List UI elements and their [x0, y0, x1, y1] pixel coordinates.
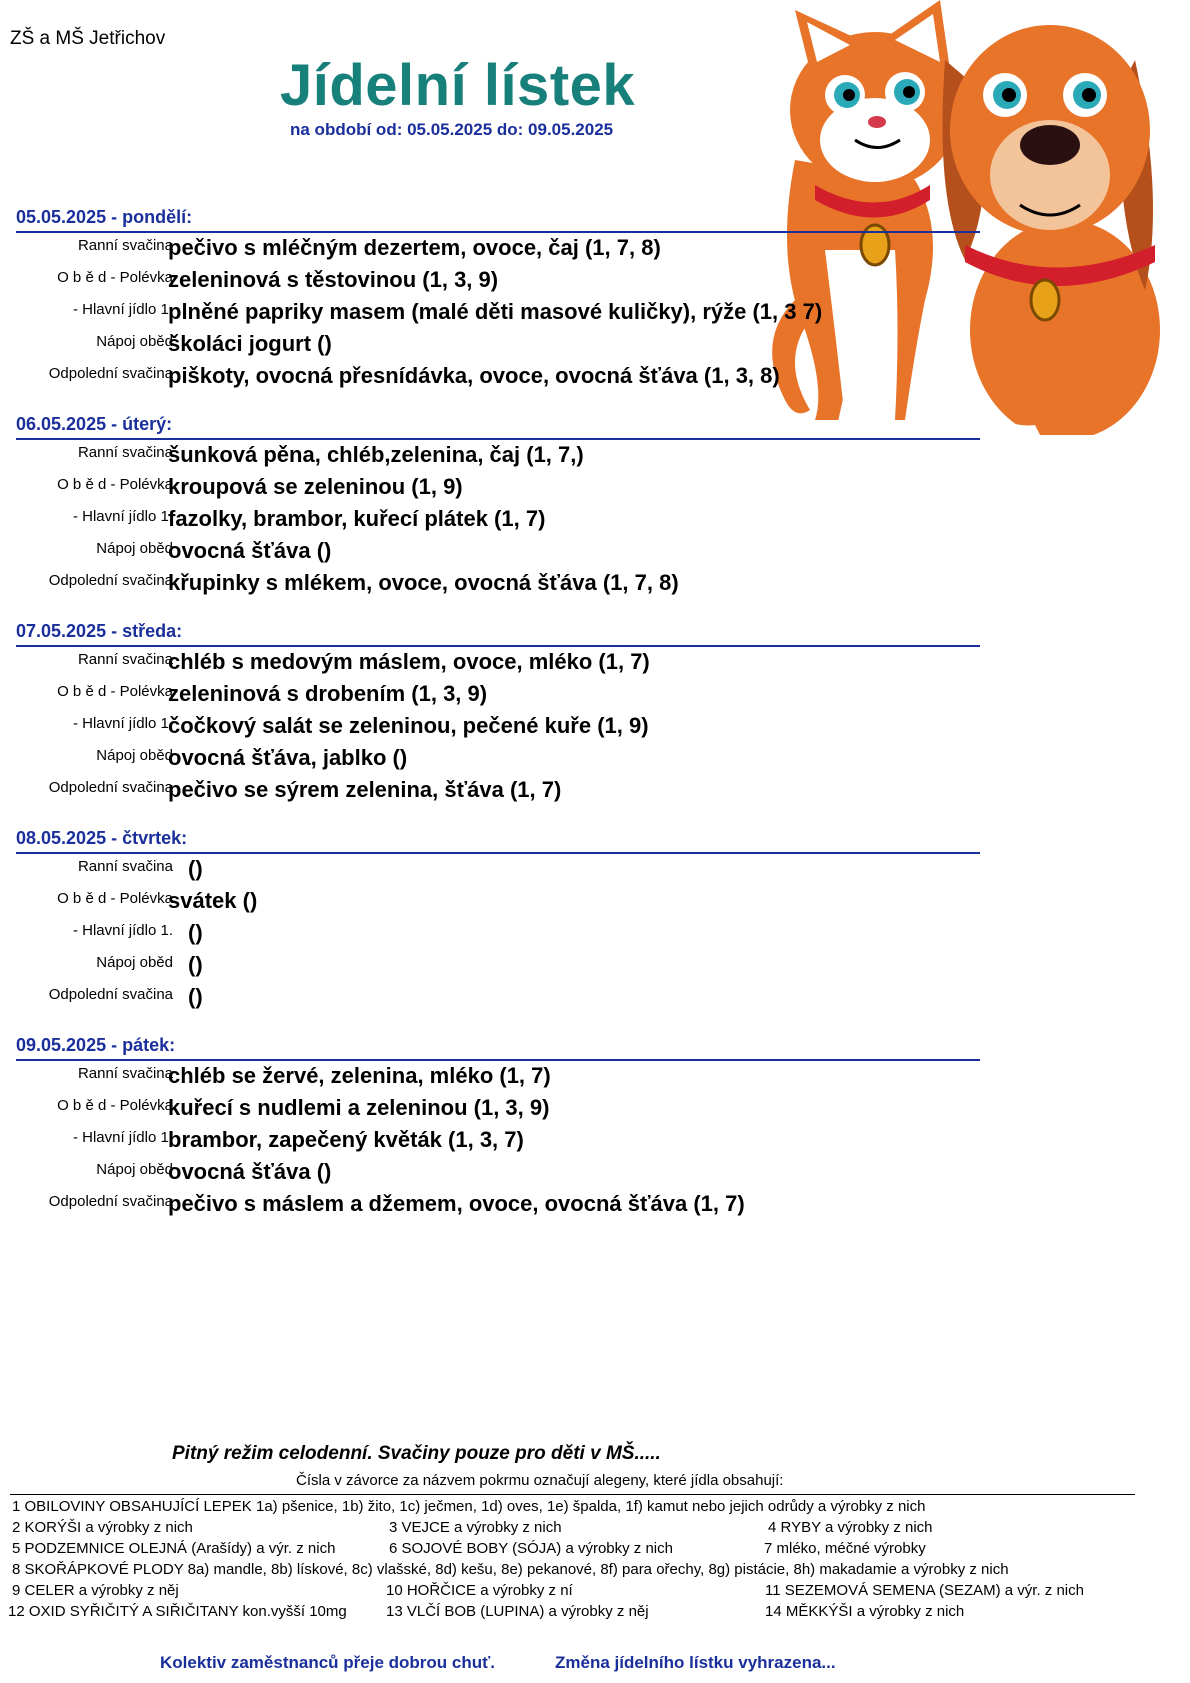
meal-label: Ranní svačina	[77, 1065, 173, 1082]
meal-dish: piškoty, ovocná přesnídávka, ovoce, ovocná šťáva (1, 3, 8)	[168, 363, 780, 388]
allergen-item: 13 VLČÍ BOB (LUPINA) a výrobky z něj	[386, 1603, 649, 1620]
meal-dish: ()	[188, 920, 203, 945]
allergen-item: 2 KORÝŠI a výrobky z nich	[12, 1519, 193, 1536]
allergen-intro: Čísla v závorce za názvem pokrmu označují alegeny, které jídla obsahují:	[296, 1472, 784, 1489]
drinking-regime-note: Pitný režim celodenní. Svačiny pouze pro děti v MŠ.....	[172, 1443, 661, 1464]
menu-row	[16, 1157, 980, 1189]
meal-label: Ranní svačina	[77, 444, 173, 461]
meal-label: - Hlavní jídlo 1.	[72, 508, 173, 525]
allergen-item: 7 mléko, méčné výrobky	[764, 1540, 926, 1557]
meal-label: - Hlavní jídlo 1.	[72, 1129, 173, 1146]
menu-row	[16, 440, 980, 472]
meal-dish: šunková pěna, chléb,zelenina, čaj (1, 7,)	[168, 442, 584, 467]
menu-row	[16, 982, 980, 1014]
allergen-item: 6 SOJOVÉ BOBY (SÓJA) a výrobky z nich	[389, 1540, 673, 1557]
menu-row	[16, 647, 980, 679]
meal-dish: pečivo s mléčným dezertem, ovoce, čaj (1, 7, 8)	[168, 235, 661, 260]
meal-dish: plněné papriky masem (malé děti masové kuličky), rýže (1, 3 7)	[168, 299, 823, 324]
meal-dish: kuřecí s nudlemi a zeleninou (1, 3, 9)	[168, 1095, 550, 1120]
menu-row	[16, 1061, 980, 1093]
meal-label: Odpolední svačina	[48, 1193, 173, 1210]
meal-label: - Hlavní jídlo 1.	[72, 715, 173, 732]
menu-row	[16, 329, 980, 361]
meal-dish: brambor, zapečený květák (1, 3, 7)	[168, 1127, 524, 1152]
menu-row	[16, 265, 980, 297]
day-heading: 09.05.2025 - pátek:	[16, 1033, 980, 1061]
meal-dish: pečivo s máslem a džemem, ovoce, ovocná šťáva (1, 7)	[168, 1191, 745, 1216]
meal-label: O b ě d - Polévka	[57, 890, 173, 907]
day-heading: 06.05.2025 - úterý:	[16, 412, 980, 440]
allergen-item: 5 PODZEMNICE OLEJNÁ (Arašídy) a výr. z nich	[12, 1540, 336, 1557]
day-section	[16, 826, 980, 1014]
divider	[10, 1494, 1135, 1495]
menu-row	[16, 1125, 980, 1157]
menu-row	[16, 504, 980, 536]
meal-dish: ovocná šťáva, jablko ()	[168, 745, 408, 770]
meal-label: Nápoj oběd	[96, 954, 173, 971]
meal-label: Odpolední svačina	[48, 779, 173, 796]
meal-dish: zeleninová s těstovinou (1, 3, 9)	[168, 267, 499, 292]
meal-dish: křupinky s mlékem, ovoce, ovocná šťáva (1, 7, 8)	[168, 570, 679, 595]
menu-row	[16, 854, 980, 886]
menu-row	[16, 1189, 980, 1221]
meal-label: Odpolední svačina	[48, 986, 173, 1003]
school-name: ZŠ a MŠ Jetřichov	[10, 28, 166, 49]
menu-row	[16, 472, 980, 504]
meal-label: Ranní svačina	[77, 237, 173, 254]
allergen-item: 8 SKOŘÁPKOVÉ PLODY 8a) mandle, 8b) lískové, 8c) vlašské, 8d) kešu, 8e) pekanové, 8f) para ořechy, 8g) pistácie, 8h) makadamie a výrobky z nich	[12, 1561, 1009, 1578]
allergen-item: 10 HOŘČICE a výrobky z ní	[386, 1582, 573, 1599]
meal-dish: chléb s medovým máslem, ovoce, mléko (1, 7)	[168, 649, 650, 674]
day-section	[16, 205, 980, 393]
meal-label: - Hlavní jídlo 1.	[72, 922, 173, 939]
meal-dish: svátek ()	[168, 888, 258, 913]
menu-row	[16, 297, 980, 329]
meal-label: - Hlavní jídlo 1.	[72, 301, 173, 318]
meal-label: O b ě d - Polévka	[57, 683, 173, 700]
menu-row	[16, 711, 980, 743]
day-section	[16, 412, 980, 600]
menu-row	[16, 886, 980, 918]
meal-dish: pečivo se sýrem zelenina, šťáva (1, 7)	[168, 777, 562, 802]
footer-disclaimer: Změna jídelního lístku vyhrazena...	[555, 1653, 836, 1672]
allergen-item: 1 OBILOVINY OBSAHUJÍCÍ LEPEK 1a) pšenice, 1b) žito, 1c) ječmen, 1d) oves, 1e) špalda, 1f) kamut nebo jejich odrůdy a výrobky z nich	[12, 1498, 926, 1515]
menu-row	[16, 568, 980, 600]
meal-label: Nápoj oběd	[96, 747, 173, 764]
allergen-item: 9 CELER a výrobky z něj	[12, 1582, 179, 1599]
meal-label: Nápoj oběd	[96, 540, 173, 557]
menu-row	[16, 775, 980, 807]
allergen-item: 3 VEJCE a výrobky z nich	[389, 1519, 562, 1536]
meal-dish: kroupová se zeleninou (1, 9)	[168, 474, 463, 499]
meal-dish: ovocná šťáva ()	[168, 1159, 332, 1184]
meal-dish: zeleninová s drobením (1, 3, 9)	[168, 681, 488, 706]
meal-dish: čočkový salát se zeleninou, pečené kuře (1, 9)	[168, 713, 649, 738]
menu-row	[16, 1093, 980, 1125]
allergen-item: 12 OXID SYŘIČITÝ A SIŘIČITANY kon.vyšší 10mg	[8, 1603, 347, 1620]
menu-row	[16, 918, 980, 950]
day-heading: 08.05.2025 - čtvrtek:	[16, 826, 980, 854]
day-section	[16, 619, 980, 807]
meal-label: O b ě d - Polévka	[57, 269, 173, 286]
meal-dish: školáci jogurt ()	[168, 331, 332, 356]
menu-row	[16, 743, 980, 775]
footer-greeting: Kolektiv zaměstnanců přeje dobrou chuť.	[160, 1653, 495, 1672]
meal-label: Nápoj oběd	[96, 1161, 173, 1178]
menu-row	[16, 536, 980, 568]
menu-row	[16, 361, 980, 393]
meal-dish: chléb se žervé, zelenina, mléko (1, 7)	[168, 1063, 551, 1088]
meal-label: Odpolední svačina	[48, 572, 173, 589]
day-section	[16, 1033, 980, 1221]
day-heading: 05.05.2025 - pondělí:	[16, 205, 980, 233]
meal-label: Nápoj oběd	[96, 333, 173, 350]
meal-label: Odpolední svačina	[48, 365, 173, 382]
meal-dish: ()	[188, 984, 203, 1009]
allergen-item: 4 RYBY a výrobky z nich	[768, 1519, 933, 1536]
menu-row	[16, 679, 980, 711]
menu-period: na období od: 05.05.2025 do: 09.05.2025	[290, 120, 614, 139]
meal-label: Ranní svačina	[77, 651, 173, 668]
menu-row	[16, 233, 980, 265]
meal-dish: ()	[188, 856, 203, 881]
meal-label: O b ě d - Polévka	[57, 1097, 173, 1114]
meal-label: Ranní svačina	[77, 858, 173, 875]
day-heading: 07.05.2025 - středa:	[16, 619, 980, 647]
menu-row	[16, 950, 980, 982]
meal-dish: fazolky, brambor, kuřecí plátek (1, 7)	[168, 506, 546, 531]
meal-dish: ()	[188, 952, 203, 977]
meal-label: O b ě d - Polévka	[57, 476, 173, 493]
allergen-item: 14 MĚKKÝŠI a výrobky z nich	[765, 1603, 965, 1620]
page-title: Jídelní lístek	[280, 53, 636, 118]
meal-dish: ovocná šťáva ()	[168, 538, 332, 563]
allergen-item: 11 SEZEMOVÁ SEMENA (SEZAM) a výr. z nich	[765, 1582, 1084, 1599]
